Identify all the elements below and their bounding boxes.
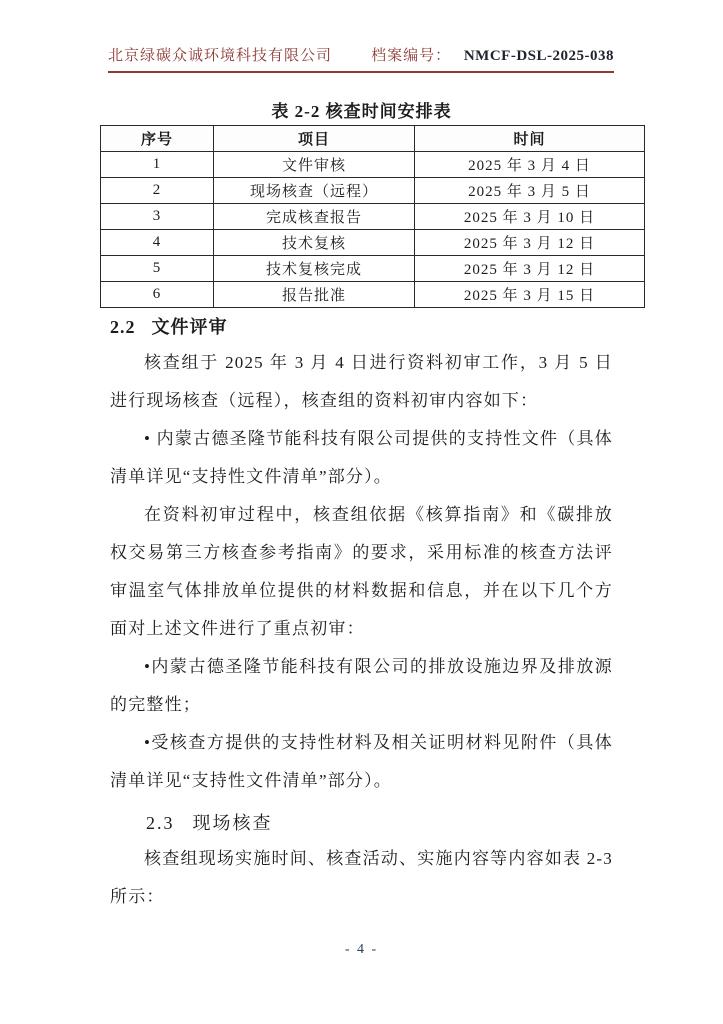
cell-item: 技术复核完成 [214, 256, 415, 282]
column-header-time: 时间 [415, 126, 645, 152]
cell-seq: 2 [101, 178, 214, 204]
paragraph-review-process: 在资料初审过程中，核查组依据《核算指南》和《碳排放权交易第三方核查参考指南》的要求，采用标准的核查方法评审温室气体排放单位提供的材料数据和信息，并在以下几个方面对上述文件进行了重点初审： [110, 505, 613, 638]
cell-seq: 4 [101, 230, 214, 256]
section-2-2-number: 2.2 [110, 317, 136, 337]
archive-number-value: NMCF-DSL-2025-038 [463, 48, 614, 64]
cell-time: 2025 年 3 月 12 日 [415, 256, 645, 282]
bullet-emission-boundary: •内蒙古德圣隆节能科技有限公司的排放设施边界及排放源的完整性； [110, 657, 613, 714]
archive-number-label: 档案编号： [371, 48, 452, 64]
cell-time: 2025 年 3 月 12 日 [415, 230, 645, 256]
document-body [110, 306, 613, 916]
cell-time: 2025 年 3 月 10 日 [415, 204, 645, 230]
cell-seq: 1 [101, 152, 214, 178]
company-name: 北京绿碳众诚环境科技有限公司 [108, 48, 333, 64]
paragraph-onsite-verification-intro: 核查组现场实施时间、核查活动、实施内容等内容如表 2-3 所示： [110, 849, 613, 906]
cell-item: 技术复核 [214, 230, 415, 256]
verification-schedule-table [100, 125, 645, 308]
table-row [101, 178, 645, 204]
cell-item: 报告批准 [214, 282, 415, 308]
table-row [101, 204, 645, 230]
archive-number-group [371, 44, 614, 65]
page-number: - 4 - [344, 942, 379, 957]
column-header-seq: 序号 [101, 126, 214, 152]
section-2-3-title: 现场核查 [192, 813, 273, 833]
table-row [101, 152, 645, 178]
table-row [101, 282, 645, 308]
bullet-supporting-documents: • 内蒙古德圣隆节能科技有限公司提供的支持性文件（具体清单详见“支持性文件清单”部分）。 [110, 429, 613, 486]
section-2-3-number: 2.3 [146, 813, 175, 833]
cell-item: 完成核查报告 [214, 204, 415, 230]
cell-seq: 5 [101, 256, 214, 282]
section-2-3-heading [110, 808, 613, 838]
cell-time: 2025 年 3 月 15 日 [415, 282, 645, 308]
table-row [101, 230, 645, 256]
table-header-row [101, 126, 645, 152]
table-row [101, 256, 645, 282]
section-2-2-heading [110, 312, 613, 342]
cell-seq: 6 [101, 282, 214, 308]
page-header [108, 44, 614, 73]
cell-seq: 3 [101, 204, 214, 230]
cell-time: 2025 年 3 月 5 日 [415, 178, 645, 204]
cell-item: 现场核查（远程） [214, 178, 415, 204]
bullet-supporting-materials: •受核查方提供的支持性材料及相关证明材料见附件（具体清单详见“支持性文件清单”部分）。 [110, 733, 613, 790]
cell-item: 文件审核 [214, 152, 415, 178]
table-2-2-title: 表 2-2 核查时间安排表 [271, 102, 452, 121]
cell-time: 2025 年 3 月 4 日 [415, 152, 645, 178]
column-header-item: 项目 [214, 126, 415, 152]
paragraph-document-review-intro: 核查组于 2025 年 3 月 4 日进行资料初审工作，3 月 5 日进行现场核查（远程），核查组的资料初审内容如下： [110, 353, 613, 410]
section-2-2-title: 文件评审 [151, 317, 228, 337]
